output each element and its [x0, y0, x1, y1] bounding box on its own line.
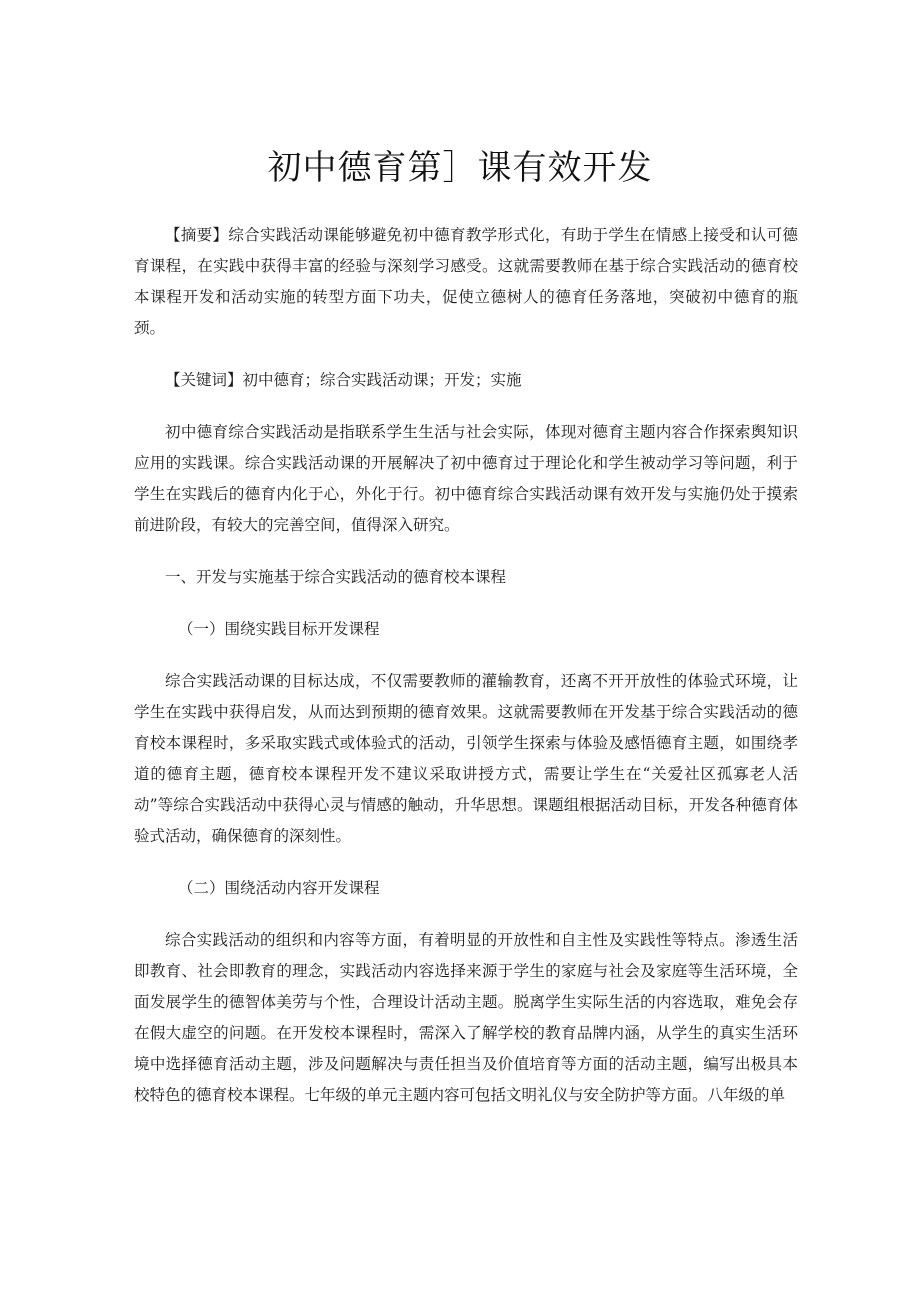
document-title: 初中德育第］课有效开发: [267, 148, 653, 188]
document-body: [134, 220, 798, 1132]
subsection-2-paragraph: 综合实践活动的组织和内容等方面，有着明显的开放性和自主性及实践性等特点。渗透生活即教育、社会即教育的理念，实践活动内容选择来源于学生的家庭与社会及家庭等生活环境，全面发展学生的德智体美劳与个性，合理设计活动主题。脱离学生实际生活的内容选取，难免会存在假大虚空的问题。在开发校本课程时，需深入了解学校的教育品牌内涵，从学生的真实生活环境中选择德育活动主题，涉及问题解决与责任担当及价值培育等方面的活动主题，编写出极具本校特色的德育校本课程。七年级的单元主题内容可包括文明礼仪与安全防护等方面。八年级的单: [134, 931, 798, 1104]
subsection-1-paragraph: 综合实践活动课的目标达成，不仅需要教师的灌输教育，还离不开开放性的体验式环境，让学生在实践中获得启发，从而达到预期的德育效果。这就需要教师在开发基于综合实践活动的德育校本课程时，多采取实践式或体验式的活动，引领学生探索与体验及感悟德育主题，如围绕孝道的德育主题，德育校本课程开发不建议采取讲授方式，需要让学生在“关爱社区孤寡老人活动”等综合实践活动中获得心灵与情感的触动，升华思想。课题组根据活动目标，开发各种德育体验式活动，确保德育的深刻性。: [134, 672, 798, 845]
subsection-heading-1: （一）围绕实践目标开发课程: [178, 620, 380, 638]
section-heading-1: 一、开发与实施基于综合实践活动的德育校本课程: [165, 568, 507, 586]
intro-paragraph: 初中德育综合实践活动是指联系学生生活与社会实际，体现对德育主题内容合作探索舆知识应用的实践课。综合实践活动课的开展解决了初中德育过于理论化和学生被动学习等问题，利于学生在实践后的德育内化于心，外化于行。初中德育综合实践活动课有效开发与实施仍处于摸索前进阶段，有较大的完善空间，值得深入研究。: [134, 423, 798, 534]
abstract-paragraph: 【摘要】综合实践活动课能够避免初中德育教学形式化，有助于学生在情感上接受和认可德育课程，在实践中获得丰富的经验与深刻学习感受。这就需要教师在基于综合实践活动的德育校本课程开发和活动实施的转型方面下功夫，促使立德树人的德育任务落地，突破初中德育的瓶颈。: [134, 226, 798, 337]
keywords-paragraph: 【关键词】初中德育；综合实践活动课；开发；实施: [165, 371, 522, 389]
subsection-heading-2: （二）围绕活动内容开发课程: [178, 879, 380, 897]
